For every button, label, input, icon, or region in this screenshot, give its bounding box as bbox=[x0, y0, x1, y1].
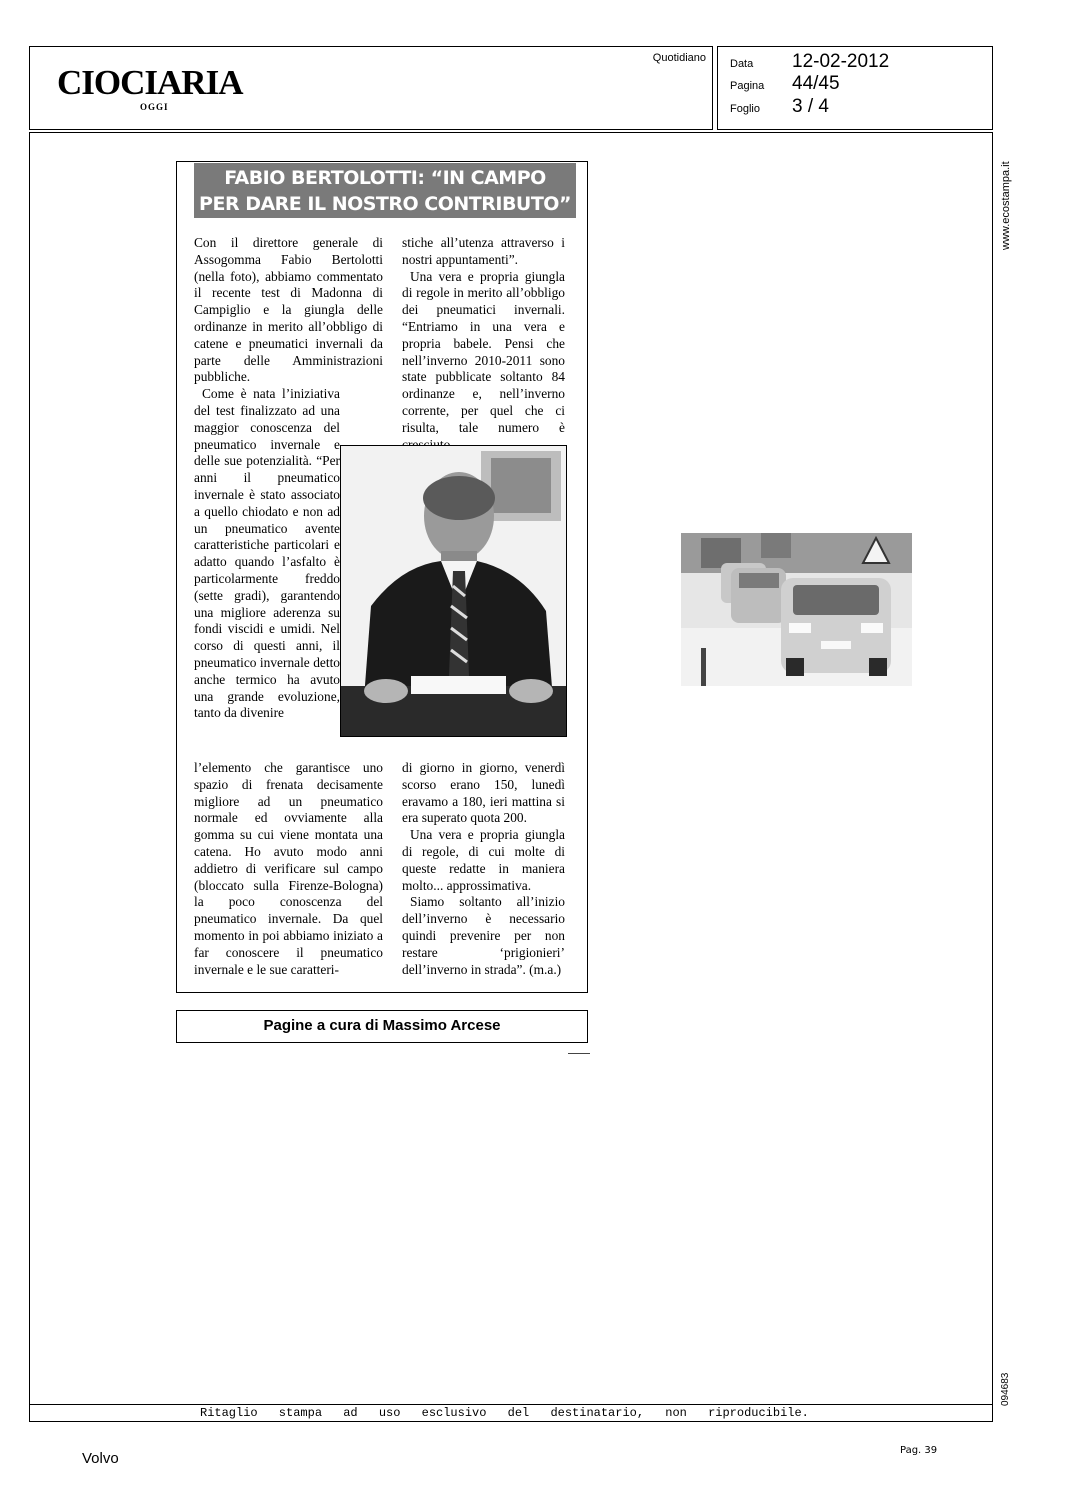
publication-type: Quotidiano bbox=[652, 52, 706, 64]
page-credit: Pagine a cura di Massimo Arcese bbox=[176, 1010, 588, 1043]
column-1-bottom bbox=[194, 760, 383, 978]
snowy-road-photo bbox=[681, 533, 912, 686]
page-number: Pag. 39 bbox=[900, 1445, 938, 1456]
column-2-bottom bbox=[402, 760, 565, 978]
article-box bbox=[176, 161, 588, 993]
meta-label: Foglio bbox=[730, 103, 760, 115]
meta-value-pagina: 44/45 bbox=[792, 73, 840, 94]
meta-value-foglio: 3 / 4 bbox=[792, 96, 829, 117]
footer-notice: Ritaglio stampa ad uso esclusivo del destinatario, non riproducibile. bbox=[200, 1406, 809, 1420]
metadata-box bbox=[717, 46, 993, 130]
side-code: 094683 bbox=[1000, 1372, 1011, 1406]
column-2-top bbox=[402, 235, 565, 453]
headline-line-2: PER DARE IL NOSTRO CONTRIBUTO” bbox=[199, 193, 571, 215]
meta-value-date: 12-02-2012 bbox=[792, 51, 890, 72]
headline-line-1: FABIO BERTOLOTTI: “IN CAMPO bbox=[224, 167, 546, 189]
footer-divider bbox=[29, 1404, 993, 1405]
meta-label: Pagina bbox=[730, 80, 765, 92]
paragraph: Con il direttore generale di Assogomma Fabio Bertolotti (nella foto), abbiamo commentato il recente test di Madonna di Campiglio e la giungla delle ordinanze in merito all’obbligo di catene e pneumatici invernali da parte delle Amministrazioni pubbliche. bbox=[194, 235, 383, 385]
decorative-dash bbox=[568, 1053, 590, 1054]
paragraph: Come è nata l’iniziativa del test finalizzato ad una maggior conoscenza del pneumatico invernale e delle sue potenzialità. “Per anni il pneumatico invernale è stato associato a quello chiodato e non ad un pneumatico avente caratteristiche particolari e adatto quando l’asfalto è particolarmente freddo (sette gradi), garantendo una migliore aderenza su fondi viscidi e umidi. Nel corso di questi anni, il pneumatico invernale detto anche termico ha avuto una grande evoluzione, tanto da divenire bbox=[194, 386, 340, 721]
article-headline bbox=[194, 163, 576, 218]
paragraph: Siamo soltanto all’inizio dell’inverno è necessario quindi prevenire per non restare ‘prigionieri’ dell’inverno in strada”. (m.a.) bbox=[402, 894, 565, 977]
masthead-box bbox=[29, 46, 713, 130]
newspaper-logo-sub: OGGI bbox=[140, 102, 169, 112]
paragraph: Una vera e propria giungla di regole, di cui molte di queste redatte in maniera molto... approssimativa. bbox=[402, 827, 565, 893]
portrait-photo bbox=[340, 445, 567, 737]
newspaper-logo: CIOCIARIA bbox=[57, 63, 243, 102]
paragraph: di giorno in giorno, venerdì scorso erano 150, lunedì eravamo a 180, ieri mattina si era superato quota 200. bbox=[402, 760, 565, 826]
snowy-road-illustration bbox=[681, 533, 912, 686]
paragraph: l’elemento che garantisce uno spazio di frenata decisamente migliore ad un pneumatico normale ed ovviamente alla gomma su cui viene montata una catena. Ho avuto modo anni addietro di verificare sul campo (bloccato sulla Firenze-Bologna) la poco conoscenza del pneumatico invernale. Da quel momento in poi abbiamo iniziato a far conoscere il pneumatico invernale e le sue caratteri- bbox=[194, 760, 383, 977]
paragraph: stiche all’utenza attraverso i nostri appuntamenti”. bbox=[402, 235, 565, 267]
paragraph: Una vera e propria giungla di regole in merito all’obbligo dei pneumatici invernali. “Entriamo in una vera e propria babele. Pensi che nell’inverno 2010-2011 sono state pubblicate soltanto 84 ordinanze e, nell’inverno corrente, per quel che ci risulta, tale numero è bbox=[402, 268, 565, 435]
side-url: www.ecostampa.it bbox=[1000, 161, 1012, 250]
client-name: Volvo bbox=[82, 1450, 119, 1467]
meta-label: Data bbox=[730, 58, 754, 70]
portrait-illustration bbox=[341, 446, 567, 737]
